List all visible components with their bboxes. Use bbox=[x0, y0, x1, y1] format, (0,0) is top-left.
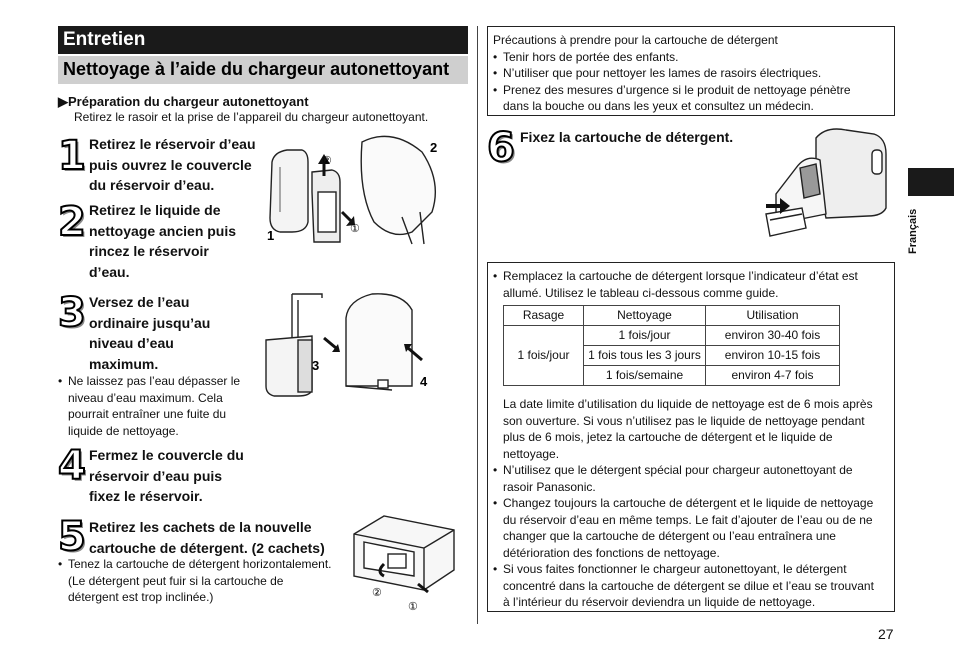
step-number-6: 6 bbox=[487, 125, 515, 171]
step-5-text: Retirez les cachets de la nouvelle cartouche de détergent. (2 cachets) bbox=[89, 519, 325, 556]
step-number-1: 1 bbox=[58, 133, 86, 179]
step-1-text: Retirez le réservoir d’eau puis ouvrez le couvercle du réservoir d’eau. bbox=[89, 136, 256, 193]
table-cell: environ 10-15 fois bbox=[706, 346, 840, 366]
table-cell: 1 fois tous les 3 jours bbox=[584, 346, 706, 366]
language-tab-marker bbox=[908, 168, 954, 196]
step-6-text: Fixez la cartouche de détergent. bbox=[520, 129, 734, 145]
fig-a-label-2: 2 bbox=[430, 140, 438, 155]
remove-tank-illustration bbox=[262, 132, 462, 252]
info-item: • Changez toujours la cartouche de détergent et le liquide de nettoyage du réservoir d’eau en même temps. Le fait d’ajouter de l’eau ou de ne changer que la cartouche de détergent ou l’eau entraînera une détérioration des fonctions de nettoyage. bbox=[493, 495, 889, 561]
precaution-item: • Prenez des mesures d’urgence si le produit de nettoyage pénètre dans la bouche ou dans les yeux et consultez un médecin. bbox=[493, 82, 889, 115]
info-item: • Remplacez la cartouche de détergent lorsque l’indicateur d’état est allumé. Utilisez le tableau ci-dessous comme guide. bbox=[493, 268, 889, 301]
precaution-item: • Tenir hors de portée des enfants. bbox=[493, 49, 889, 66]
fig-a-circle-1: ① bbox=[350, 223, 360, 235]
subsection-title: Nettoyage à l’aide du chargeur autonettoyant bbox=[58, 56, 468, 84]
precaution-item: • N’utiliser que pour nettoyer les lames de rasoirs électriques. bbox=[493, 65, 889, 82]
step-number-2: 2 bbox=[58, 199, 86, 245]
page-number: 27 bbox=[878, 626, 894, 642]
prep-text: Retirez le rasoir et la prise de l’appareil du chargeur autonettoyant. bbox=[74, 110, 429, 124]
expiry-paragraph: La date limite d’utilisation du liquide de nettoyage est de 6 mois après son ouverture. Si vous n’utilisez pas le liquide de nettoyage pendant plus de 6 mois, jetez la cartouche de détergent et le liquide de nettoyage. bbox=[503, 397, 873, 461]
fill-water-illustration bbox=[262, 290, 442, 400]
table-cell: environ 30-40 fois bbox=[706, 326, 840, 346]
info-list-top bbox=[493, 268, 889, 301]
fig-c-circle-1: ① bbox=[408, 601, 418, 613]
fig-b-label-3: 3 bbox=[312, 358, 320, 373]
step-2-text: Retirez le liquide de nettoyage ancien puis rincez le réservoir d’eau. bbox=[89, 202, 237, 280]
info-box bbox=[487, 262, 895, 612]
step-3-note: • Ne laissez pas l’eau dépasser le niveau d’eau maximum. Cela pourrait entraîner une fuite du liquide de nettoyage. bbox=[58, 373, 258, 439]
table-header: Utilisation bbox=[706, 306, 840, 326]
precautions-title: Précautions à prendre pour la cartouche de détergent bbox=[493, 33, 778, 47]
fig-a-label-1: 1 bbox=[267, 228, 275, 243]
table-cell: 1 fois/semaine bbox=[584, 366, 706, 386]
precautions-box bbox=[487, 26, 895, 116]
step-number-4: 4 bbox=[58, 443, 86, 489]
usage-table bbox=[503, 305, 840, 386]
precautions-list bbox=[493, 49, 889, 115]
column-divider bbox=[477, 26, 478, 624]
info-item: • Si vous faites fonctionner le chargeur autonettoyant, le détergent concentré dans la cartouche de détergent se dilue et l’eau se trouvant à l’intérieur du réservoir deviendra un liquide de nettoyage. bbox=[493, 561, 889, 611]
language-label: Français bbox=[907, 208, 919, 254]
fig-c-circle-2: ② bbox=[372, 587, 382, 599]
fig-a-circle-2: ② bbox=[322, 155, 332, 167]
charger-illustration bbox=[756, 124, 890, 246]
table-header-row bbox=[504, 306, 840, 326]
table-header: Rasage bbox=[504, 306, 584, 326]
section-title: Entretien bbox=[58, 26, 468, 54]
step-number-5: 5 bbox=[58, 514, 86, 560]
fig-b-label-4: 4 bbox=[420, 374, 428, 389]
table-row bbox=[504, 326, 840, 346]
table-cell: environ 4-7 fois bbox=[706, 366, 840, 386]
info-list-bottom bbox=[493, 462, 889, 611]
cartridge-seals-illustration bbox=[344, 510, 464, 615]
table-cell: 1 fois/jour bbox=[504, 326, 584, 386]
prep-heading: ▶Préparation du chargeur autonettoyant bbox=[58, 94, 309, 109]
step-number-3: 3 bbox=[58, 290, 86, 336]
info-item: • N’utilisez que le détergent spécial pour chargeur autonettoyant de rasoir Panasonic. bbox=[493, 462, 889, 495]
table-header: Nettoyage bbox=[584, 306, 706, 326]
table-cell: 1 fois/jour bbox=[584, 326, 706, 346]
step-5-note: • Tenez la cartouche de détergent horizontalement. (Le détergent peut fuir si la cartouche de détergent est trop inclinée.) bbox=[58, 556, 348, 606]
step-3-text: Versez de l’eau ordinaire jusqu’au niveau d’eau maximum. bbox=[89, 294, 211, 372]
step-4-text: Fermez le couvercle du réservoir d’eau puis fixez le réservoir. bbox=[89, 447, 244, 504]
